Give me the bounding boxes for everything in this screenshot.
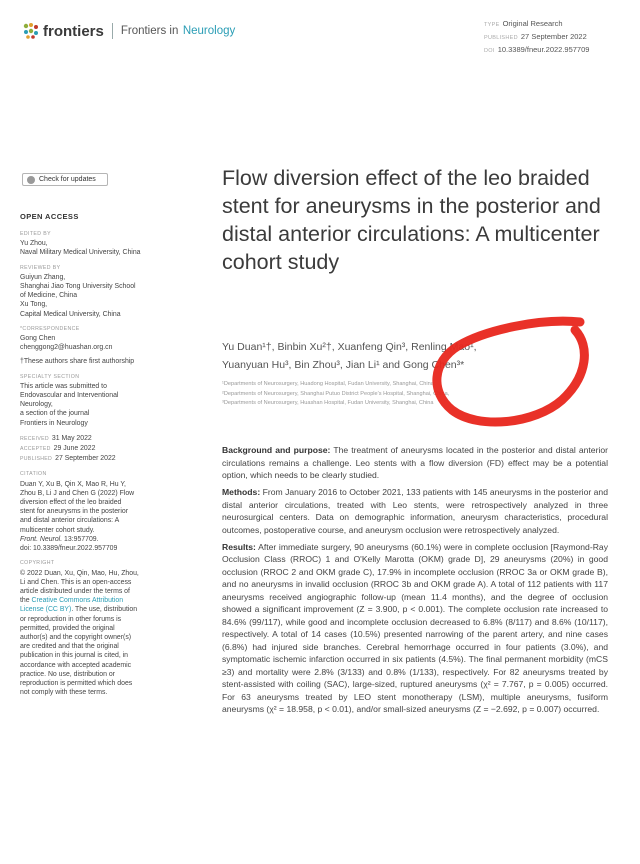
meta-published: PUBLISHED 27 September 2022 [484, 32, 587, 41]
copyright-text-part: the [20, 597, 32, 605]
copyright-text-part: © 2022 Duan, Xu, Qin, Mao, Hu, Zhou, [20, 569, 139, 577]
copyright-text: are credited and that the original [20, 643, 119, 651]
sidebar-text: This article was submitted to [20, 382, 107, 390]
sidebar-text: Naval Military Medical University, China [20, 249, 141, 257]
publisher-name: frontiers [43, 22, 104, 40]
author-list [222, 338, 622, 374]
sidebar-text: Endovascular and Interventional [20, 392, 119, 400]
check-for-updates-button[interactable] [22, 173, 108, 186]
article-meta [484, 18, 589, 57]
date-key: RECEIVED [20, 435, 49, 442]
open-access-label: OPEN ACCESS [20, 212, 79, 221]
affiliation-1: ¹Departments of Neurosurgery, Huadong Hospital, Fudan University, Shanghai, China [222, 381, 434, 387]
copyright-text [20, 587, 180, 596]
abstract-background [222, 444, 608, 482]
sidebar-text: chenggong2@huashan.org.cn [20, 344, 113, 352]
affiliation-2: ²Departments of Neurosurgery, Shanghai Putuo District People's Hospital, Shanghai, China, [222, 390, 450, 397]
sidebar-text: a section of the journal [20, 410, 90, 418]
citation-volume: 13:957709. [64, 535, 99, 543]
abstract-results [222, 541, 608, 716]
date-value: 29 June 2022 [53, 445, 96, 453]
sidebar-text: Guiyun Zhang, [20, 273, 66, 281]
sidebar-info [20, 224, 180, 697]
copyright-text: reproduction is permitted which does [20, 679, 133, 687]
citation-journal: Front. Neurol. [20, 535, 63, 543]
sidebar-text: Xu Tong, [20, 301, 48, 309]
copyright-text: or reproduction in other forums is [20, 615, 122, 623]
abstract-methods-text: From January 2016 to October 2021, 133 patients with 145 aneurysms in the posterior and distal anterior circulations, treated with Leo stents, were retrospectively analyzed in three neurosurgical centers. Data on demographic information, aneurysm characteristics, procedural outcomes, postoperative course, and aneurysm occlusion were retrospectively analyzed. [222, 487, 608, 535]
copyright-text [20, 578, 180, 587]
sidebar-text: †These authors share first authorship [20, 358, 135, 366]
citation-text: Zhou B, Li J and Chen G (2022) Flow [20, 489, 135, 497]
date-key: ACCEPTED [20, 446, 51, 453]
date-row [20, 444, 180, 454]
check-for-updates-label: Check for updates [39, 176, 96, 183]
citation-text: stent for aneurysms in the posterior [20, 508, 129, 516]
copyright-text-part: . The use, distribution [71, 606, 138, 614]
journal-logo[interactable] [22, 22, 235, 40]
sidebar-text: Capital Medical University, China [20, 310, 121, 318]
copyright-text [20, 596, 180, 605]
copyright-text: author(s) and the copyright owner(s) [20, 633, 132, 641]
meta-type: TYPE Original Research [484, 19, 563, 28]
abstract-background-text: The treatment of aneurysms located in the posterior and distal anterior circulations remains a challenge. Leo stents with a flow diversion (FD) effect may be a potential option, which needs to be clearly studied. [222, 445, 609, 480]
journal-name: Neurology [182, 25, 236, 37]
authors-line-2: Yuanyuan Hu³, Bin Zhou³, Jian Li¹ and Gong Chen³* [222, 359, 465, 371]
logo-divider [112, 23, 113, 39]
copyright-text-part: Li and Chen. This is an open-access [20, 578, 132, 586]
sidebar-text: Frontiers in Neurology [20, 419, 88, 427]
sidebar-dates [20, 434, 180, 465]
copyright-text-part: article distributed under the terms of [20, 587, 130, 595]
sidebar-section-head: *CORRESPONDENCE [20, 325, 80, 332]
sidebar-text: Neurology, [20, 401, 53, 409]
abstract-methods-label: Methods: [222, 487, 261, 498]
date-row [20, 454, 180, 464]
crossmark-icon [27, 176, 35, 184]
sidebar-section-head: SPECIALTY SECTION [20, 373, 80, 380]
citation-text: and distal anterior circulations: A [20, 517, 120, 525]
frontiers-logo-icon [22, 22, 40, 40]
copyright-text [20, 569, 180, 578]
cc-license-link[interactable]: License (CC BY) [20, 606, 72, 614]
sidebar-text: of Medicine, China [20, 292, 78, 300]
authors-line-1: Yu Duan¹†, Binbin Xu²†, Xuanfeng Qin³, Renling Mao¹, [222, 341, 477, 353]
sidebar-text: Yu Zhou, [20, 240, 48, 248]
citation-journal-line [20, 535, 180, 544]
date-value: 27 September 2022 [55, 455, 116, 463]
sidebar-text: Shanghai Jiao Tong University School [20, 283, 136, 291]
copyright-text: accordance with accepted academic [20, 661, 132, 669]
date-row [20, 434, 180, 444]
abstract-results-text: After immediate surgery, 90 aneurysms (60.1%) were in complete occlusion [Raymond-Ray Occlusion Class (RROC) 1 and O'Kelly Marotta (OKM) grade D], 29 aneurysms (20%) in good occlusion (RROC 2 and OKM grade C), 17.9% in incomplete occlusion (RROC 3a or OKM grade B), and no aneurysms in invalid occlusion (RROC 3b and OKM grade A). A total of 112 patients with 117 aneurysms received angiographic follow-up (mean 11.4 months), and the degree of occlusion showed a significant improvement (Z = 3.900, p < 0.001). The complete occlusion rate increased to 84.6% (99/117), while good and incomplete occlusion decreased to 6.8% (8/117) and 8.6% (10/117), respectively. A total of 14 cases (10.5%) presented narrowing of the parent artery, and nine cases (6.8%) had injured side branches. Cerebral hemorrhage occurred in four patients (3.0%), and symptomatic ischemic infarction occurred in six patients (4.5%). The final permanent morbidity (mCS ≥3) and mortality were 2.8% (3/133) and 0.8% (1/133), respectively. For 82 aneurysms treated by stent-assisted with coiling (SAC), large-sized, ruptured aneurysms (χ² = 7.767, p = 0.005) occurred. For 63 aneurysms treated by LEO stent monotherapy (LSM), multiple aneurysms, fusiform aneurysms (χ² = 18.958, p < 0.01), and/or small-sized aneurysms (Z = −2.692, p = 0.007) occurred. [222, 541, 608, 715]
copyright-head: COPYRIGHT [20, 560, 55, 567]
copyright-text: not comply with these terms. [20, 689, 108, 697]
citation-text: diversion effect of the leo braided [20, 499, 122, 507]
abstract [222, 444, 608, 720]
article-title: Flow diversion effect of the leo braided stent for aneurysms in the posterior and distal anterior circulations: A multicenter cohort study [222, 166, 601, 274]
citation-doi[interactable]: doi: 10.3389/fneur.2022.957709 [20, 545, 118, 553]
sidebar-text: Gong Chen [20, 335, 56, 343]
copyright-text: permitted, provided the original [20, 624, 115, 632]
copyright-text [20, 605, 180, 614]
citation-text: Duan Y, Xu B, Qin X, Mao R, Hu Y, [20, 480, 126, 488]
abstract-methods [222, 486, 608, 536]
copyright-text: publication in this journal is cited, in [20, 652, 129, 660]
abstract-results-label: Results: [222, 541, 256, 552]
sidebar-section-head: REVIEWED BY [20, 264, 61, 271]
cc-license-link[interactable]: Creative Commons Attribution [31, 597, 124, 605]
affiliation-3: ³Departments of Neurosurgery, Huashan Hospital, Fudan University, Shanghai, China [222, 400, 434, 406]
date-key: PUBLISHED [20, 456, 53, 463]
meta-doi[interactable]: DOI 10.3389/fneur.2022.957709 [484, 45, 590, 54]
abstract-background-label: Background and purpose: [222, 445, 331, 455]
citation-text: multicenter cohort study. [20, 526, 95, 534]
journal-prefix: Frontiers in [120, 25, 179, 37]
sidebar-section-head: EDITED BY [20, 231, 51, 237]
date-value: 31 May 2022 [51, 434, 92, 442]
affiliations [222, 380, 622, 409]
citation-head: CITATION [20, 471, 47, 478]
copyright-text: practice. No use, distribution or [20, 670, 115, 678]
